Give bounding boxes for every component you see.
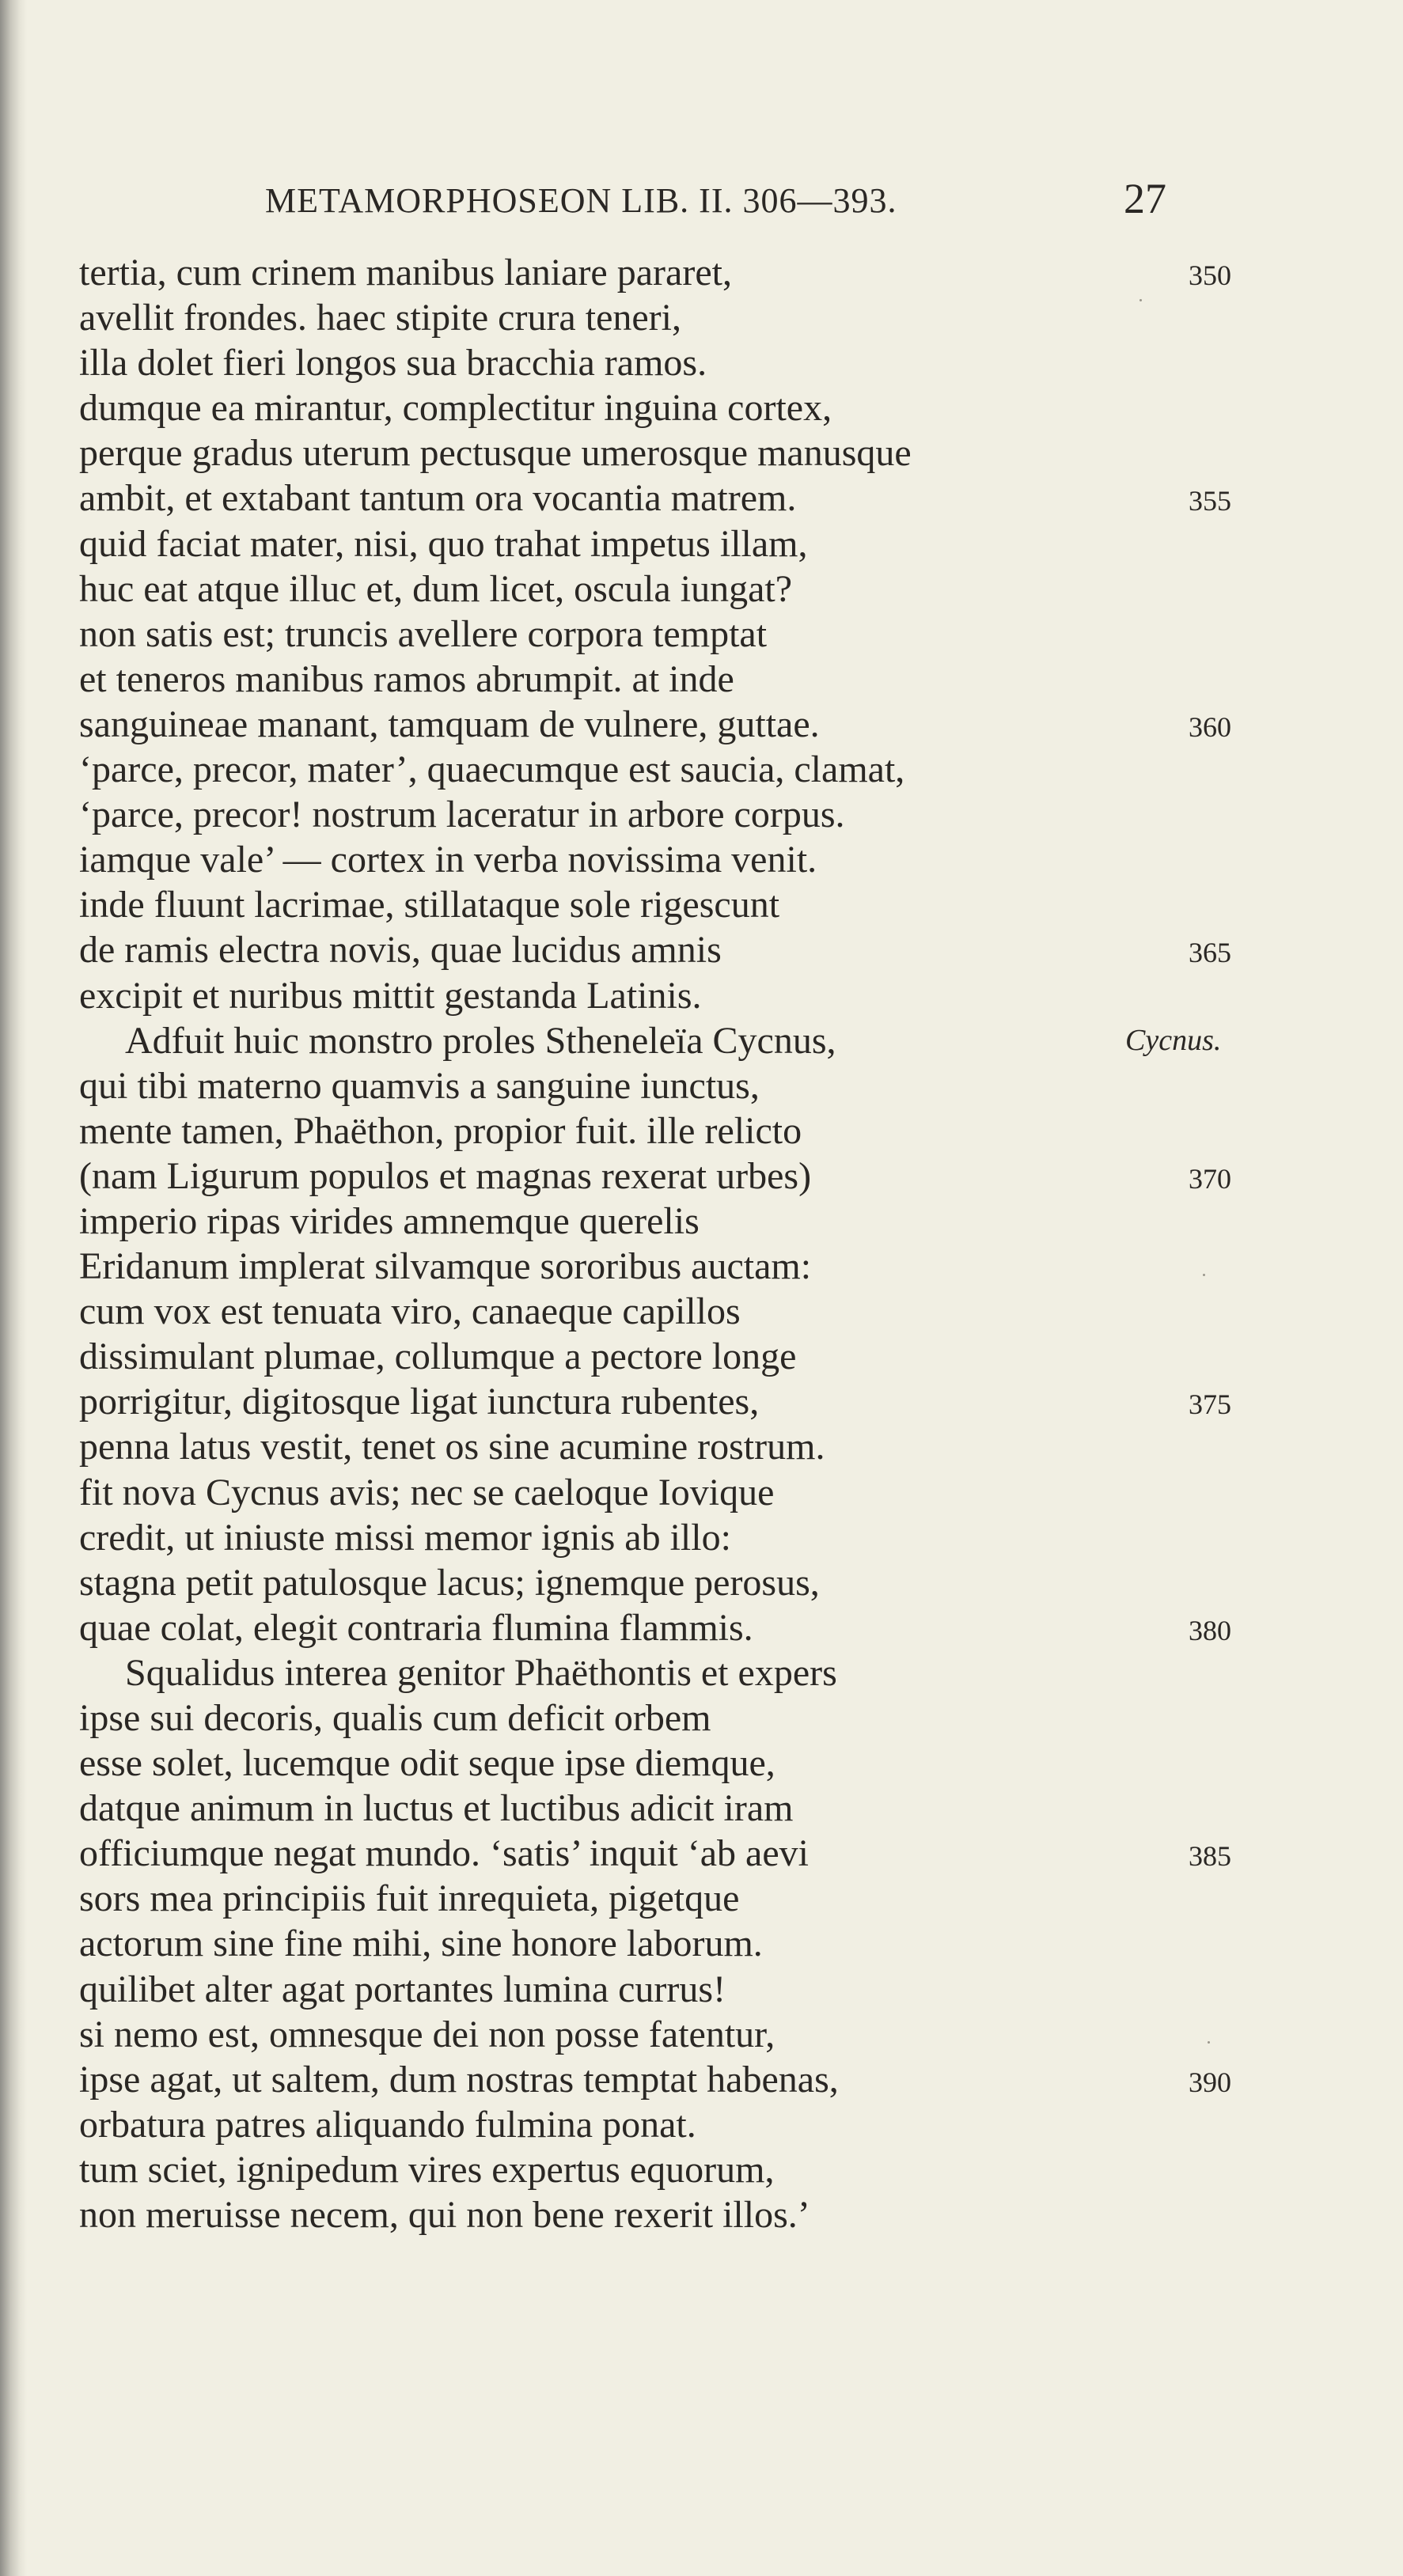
verse-line-text: imperio ripas virides amnemque querelis — [79, 1199, 700, 1242]
page-number: 27 — [1124, 175, 1166, 222]
verse-line — [79, 612, 1345, 657]
verse-line — [79, 927, 1345, 972]
verse-line — [79, 1831, 1345, 1876]
verse-line — [79, 385, 1345, 430]
verse-line — [79, 340, 1345, 385]
verse-line — [79, 521, 1345, 566]
verse-line — [79, 1876, 1345, 1921]
verse-line-text: quid faciat mater, nisi, quo trahat impetus illam, — [79, 522, 808, 565]
verse-line — [79, 1515, 1345, 1560]
line-number: 355 — [1189, 485, 1231, 517]
line-number: 375 — [1189, 1388, 1231, 1421]
verse-line — [79, 1560, 1345, 1605]
verse-line-text: ambit, et extabant tantum ora vocantia matrem. — [79, 477, 797, 520]
verse-line-text: ‘parce, precor, mater’, quaecumque est saucia, clamat, — [79, 748, 905, 791]
verse-line — [79, 1199, 1345, 1244]
verse-line — [79, 1741, 1345, 1786]
verse-line-text: et teneros manibus ramos abrumpit. at inde — [79, 657, 734, 700]
verse-line-text: illa dolet fieri longos sua bracchia ramos. — [79, 342, 707, 385]
verse-line-text: perque gradus uterum pectusque umerosque manusque — [79, 432, 912, 475]
verse-line-text: fit nova Cycnus avis; nec se caeloque Iovique — [79, 1471, 775, 1513]
verse-line-text: esse solet, lucemque odit seque ipse diemque, — [79, 1742, 775, 1785]
verse-line — [79, 1424, 1345, 1469]
verse-line-text: tum sciet, ignipedum vires expertus equorum, — [79, 2148, 775, 2191]
verse-line — [79, 250, 1345, 295]
verse-line-text: ipse agat, ut saltem, dum nostras temptat habenas, — [79, 2058, 839, 2101]
verse-line-text: quilibet alter agat portantes lumina currus! — [79, 1968, 726, 2010]
verse-line — [79, 1289, 1345, 1334]
verse-line — [79, 747, 1345, 792]
verse-line-text: credit, ut iniuste missi memor ignis ab illo: — [79, 1516, 731, 1559]
verse-line — [79, 2012, 1345, 2057]
verse-line — [79, 2192, 1345, 2237]
verse-line — [79, 837, 1345, 882]
margin-note: Cycnus. — [1125, 1023, 1222, 1057]
line-number: 390 — [1189, 2066, 1231, 2098]
verse-line-text: non meruisse necem, qui non bene rexerit illos.’ — [79, 2194, 810, 2237]
verse-line — [79, 566, 1345, 612]
verse-line — [79, 1244, 1345, 1289]
verse-line-text: orbatura patres aliquando fulmina ponat. — [79, 2103, 696, 2146]
verse-line — [79, 1063, 1345, 1108]
verse-line — [79, 973, 1345, 1018]
verse-line-text: Adfuit huic monstro proles Stheneleïa Cycnus, — [125, 1019, 836, 1062]
verse-line-text: cum vox est tenuata viro, canaeque capillos — [79, 1290, 741, 1333]
verse-line-text: non satis est; truncis avellere corpora temptat — [79, 612, 768, 655]
verse-block — [79, 250, 1345, 2237]
verse-line — [79, 1967, 1345, 2012]
verse-line-text: porrigitur, digitosque ligat iunctura rubentes, — [79, 1381, 760, 1423]
verse-line — [79, 2057, 1345, 2102]
verse-line — [79, 1334, 1345, 1379]
verse-line-text: ‘parce, precor! nostrum laceratur in arbore corpus. — [79, 794, 845, 836]
verse-line-text: avellit frondes. haec stipite crura teneri, — [79, 297, 681, 339]
verse-line — [79, 882, 1345, 927]
verse-line-text: huc eat atque illuc et, dum licet, oscula iungat? — [79, 567, 793, 610]
verse-line — [79, 1695, 1345, 1741]
verse-line — [79, 1379, 1345, 1424]
verse-line-text: mente tamen, Phaëthon, propior fuit. ille relicto — [79, 1109, 802, 1152]
verse-line — [79, 2147, 1345, 2192]
verse-line-text: dissimulant plumae, collumque a pectore longe — [79, 1335, 797, 1378]
verse-line-text: excipit et nuribus mittit gestanda Latinis. — [79, 974, 702, 1017]
verse-line-text: dumque ea mirantur, complectitur inguina cortex, — [79, 387, 832, 430]
verse-line-text: penna latus vestit, tenet os sine acumine rostrum. — [79, 1426, 825, 1468]
verse-line-text: datque animum in luctus et luctibus adicit iram — [79, 1787, 794, 1830]
verse-line — [79, 702, 1345, 747]
verse-line — [79, 1018, 1345, 1063]
verse-line-text: actorum sine fine mihi, sine honore laborum. — [79, 1923, 763, 1965]
verse-line — [79, 1470, 1345, 1515]
verse-line-text: Squalidus interea genitor Phaëthontis et expers — [125, 1651, 837, 1694]
verse-line-text: officiumque negat mundo. ‘satis’ inquit ‘ab aevi — [79, 1832, 809, 1875]
verse-line — [79, 792, 1345, 837]
verse-line-text: iamque vale’ — cortex in verba novissima venit. — [79, 839, 817, 881]
verse-line-text: inde fluunt lacrimae, stillataque sole rigescunt — [79, 884, 780, 926]
verse-line — [79, 1108, 1345, 1154]
verse-line-text: tertia, cum crinem manibus laniare pararet, — [79, 252, 732, 294]
verse-line-text: (nam Ligurum populos et magnas rexerat urbes) — [79, 1154, 812, 1197]
line-number: 365 — [1189, 937, 1231, 969]
verse-line-text: Eridanum implerat silvamque sororibus auctam: — [79, 1245, 812, 1288]
line-number: 385 — [1189, 1840, 1231, 1873]
verse-line-text: ipse sui decoris, qualis cum deficit orbem — [79, 1697, 711, 1739]
verse-line — [79, 295, 1345, 340]
verse-line — [79, 1605, 1345, 1650]
verse-line-text: qui tibi materno quamvis a sanguine iunctus, — [79, 1064, 760, 1107]
speck-mark — [1203, 1274, 1205, 1276]
verse-line — [79, 1154, 1345, 1199]
verse-line — [79, 1921, 1345, 1966]
line-number: 360 — [1189, 710, 1231, 743]
speck-mark — [1139, 299, 1142, 301]
verse-line-text: de ramis electra novis, quae lucidus amnis — [79, 929, 722, 972]
line-number: 380 — [1189, 1614, 1231, 1646]
verse-line — [79, 430, 1345, 475]
verse-line-text: stagna petit patulosque lacus; ignemque perosus, — [79, 1561, 820, 1604]
verse-line-text: quae colat, elegit contraria flumina flammis. — [79, 1606, 753, 1649]
speck-mark — [1208, 2041, 1210, 2044]
running-head: METAMORPHOSEON LIB. II. 306—393. — [265, 181, 897, 220]
verse-line — [79, 2102, 1345, 2147]
line-number: 370 — [1189, 1162, 1231, 1195]
verse-line — [79, 657, 1345, 702]
verse-line-text: si nemo est, omnesque dei non posse fatentur, — [79, 2013, 775, 2055]
verse-line — [79, 475, 1345, 521]
verse-line — [79, 1786, 1345, 1831]
verse-line-text: sanguineae manant, tamquam de vulnere, guttae. — [79, 703, 820, 745]
book-spine-shadow — [0, 0, 27, 2576]
verse-line — [79, 1650, 1345, 1695]
line-number: 350 — [1189, 259, 1231, 291]
verse-line-text: sors mea principiis fuit inrequieta, pigetque — [79, 1877, 740, 1920]
